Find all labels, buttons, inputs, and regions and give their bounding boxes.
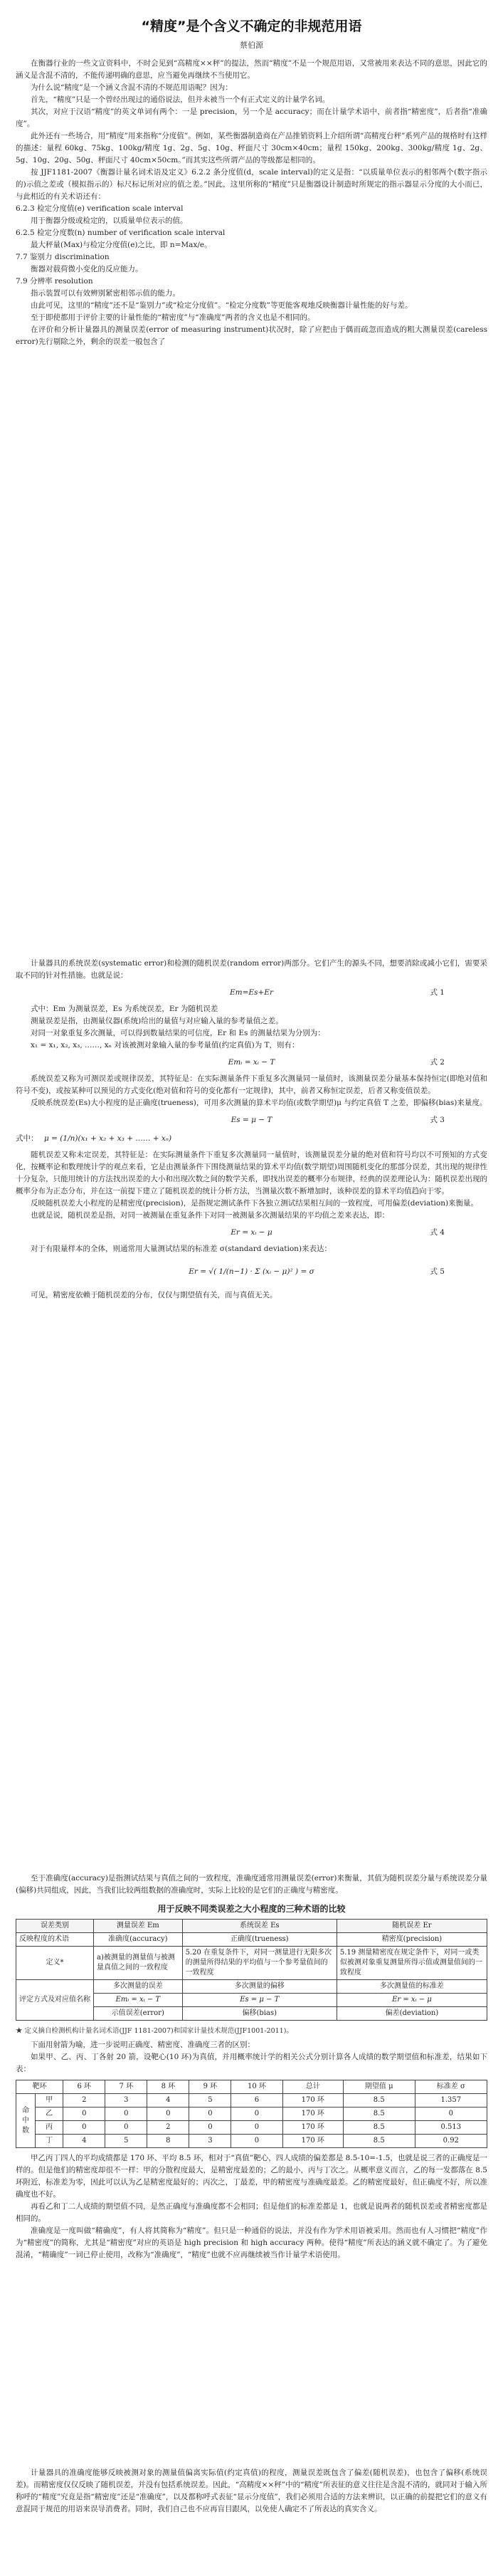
- paragraph: 可见，精密度依赖于随机误差的分布，仅仅与期望值有关，而与真值无关。: [31, 1291, 277, 1299]
- table-footnote: ★ 定义摘自检测机构计量名词术语(JJF 1181-2007)和国家计量技术规范(JJF1001-2011)。: [16, 2027, 293, 2035]
- header-cell: 误差类别: [16, 1920, 94, 1933]
- formula-expression: Emᵢ = xᵢ − T: [228, 1058, 275, 1067]
- formula-5: [16, 1258, 487, 1287]
- comparison-table: [16, 1919, 487, 2021]
- header-cell: 9 环: [189, 2080, 231, 2094]
- table-cell: 正确度(trueness): [182, 1933, 337, 1947]
- paragraph: 随机误差又称未定误差，其特征是：在实际测量条件下重复多次测量同一量值时，该测量误差分量的绝对值和符号均以不可预知的方式变化，按概率论和数理统计学的观点来看，它是由测量条件下围绕测量结果的算术平均值(数学期望)周围随机变化的那部分误差，其出现的规律性十分复杂，只能用统计的方法找出误差的大小和出现次数之间的数学关系，即找出误差的概率分布规律，经典的误差理论认为：随机误差出现的概率分布为正态分布，并在这一前提下建立了随机误差的统计分析方法，当测量次数不断增加时，该种误差的算术平均值趋向于零。: [16, 1151, 487, 1195]
- table-cell: 0: [147, 2108, 189, 2121]
- equation-number: 式 5: [430, 1267, 445, 1276]
- paragraph: 按 JJF1181-2007《衡器计量名词术语及定义》6.2.2 条分度值(d，scale interval)的定义是指：“以质量单位表示的相邻两个(数字指示的)示值之差或（模拟指示的）标尺标记所对应的值之差。”因此，这里所称的“精度”只是衡器设计制造时所规定的指示器显示分度的大小而已，与此相近的有关术语还有：: [16, 168, 487, 201]
- table-cell: 0: [63, 2108, 105, 2121]
- paragraph: 衡器对载荷微小变化的反应能力。: [31, 265, 143, 273]
- table-cell: 准确度(accuracy): [94, 1933, 183, 1947]
- table-cell: 4: [63, 2135, 105, 2148]
- table-cell: 0: [105, 2108, 147, 2121]
- paragraph: 在衡器行业的一些文宣资料中，不时会见到“高精度××秤”的提法，然而“精度”不是一个规范用语，又常被用来表达不同的意思，因此它的涵义是含混不清的，不能传递明确的意思，应当避免再继续不当使用它。: [16, 59, 487, 80]
- formula-expression: μ = (1/n)(x₁ + x₂ + x₃ + …… + xₙ): [44, 1134, 172, 1143]
- table-cell: 多次测量的误差: [94, 1980, 183, 1994]
- header-cell: 期望值 μ: [343, 2080, 415, 2094]
- table-cell: 3: [105, 2094, 147, 2108]
- table-header-row: [16, 2080, 487, 2094]
- header-cell: 10 环: [231, 2080, 282, 2094]
- table-cell: 精密度(precision): [337, 1933, 487, 1947]
- table-cell: 丙: [36, 2121, 63, 2135]
- header-cell: 靶环: [16, 2080, 63, 2094]
- table-cell: 0.513: [415, 2121, 487, 2135]
- equation-number: 式 1: [430, 988, 445, 997]
- equation-number: 式 4: [430, 1228, 445, 1237]
- table-cell: 5.19 测量精密度在规定条件下，对同一或类似被测对象重复测量所得示值或测量值间的一致程度: [337, 1947, 487, 1980]
- table-cell: 8.5: [343, 2135, 415, 2148]
- header-cell: 8 环: [147, 2080, 189, 2094]
- formula-expression: Er = xᵢ − μ: [231, 1228, 272, 1237]
- paragraph: 在评价和分析计量器具的测量误差(error of measuring instrument)状况时，除了应把由于偶而疏忽而造成的粗大测量误差(careless error)先行剔除之外，剩余的误差一般包含了: [16, 325, 487, 346]
- term-heading: 6.2.3 检定分度值(e) verification scale interval: [16, 204, 184, 213]
- page-2: [0, 958, 503, 1741]
- table-cell: 170 环: [282, 2135, 343, 2148]
- table-row: [16, 2094, 487, 2108]
- paragraph: 用于衡器分级或检定的，以质量单位表示的值。: [31, 216, 188, 225]
- table-cell: 命中数: [16, 2094, 36, 2148]
- table-title: 用于反映不同类误差之大小程度的三种术语的比较: [157, 1904, 346, 1914]
- paragraph: 如果甲、乙、丙、丁各射 20 箭，设靶心(10 环)为真值，并用概率统计学的相关公式分别计算各人成绩的数学期望值和标准差，结果如下表：: [16, 2053, 487, 2073]
- table-cell: 2: [147, 2121, 189, 2135]
- paragraph: 其次，对应于汉语“精度”的英文单词有两个：一是 precision，另一个是 accuracy；而在计量学术语中，前者指“精密度”，后者指“准确度”。: [16, 108, 487, 128]
- table-cell: 170 环: [282, 2108, 343, 2121]
- table-cell: Er = xᵢ − μ: [337, 1994, 487, 2007]
- table-cell: 0: [231, 2121, 282, 2135]
- article-title: “精度”是个含义不确定的非规范用语: [141, 19, 362, 34]
- formula-2: [16, 1054, 487, 1070]
- paragraph: 至于即使都用于评价主要的计量性能的“精密度”与“准确度”两者的含义也是不相同的。: [31, 313, 315, 322]
- table-cell: a)被测量的测量值与被测量真值之间的一致程度: [94, 1947, 183, 1980]
- table-cell: 8.5: [343, 2121, 415, 2135]
- archery-table: [16, 2080, 487, 2148]
- paragraph: 首先，“精度”只是一个曾经出现过的通俗说法，但并未被当一个有正式定义的计量学名词。: [31, 95, 330, 104]
- table-cell: 乙: [36, 2108, 63, 2121]
- table-cell: 0: [63, 2121, 105, 2135]
- formula-expression: Er = √( 1/(n−1) · Σ (xᵢ − μ)² ) = σ: [189, 1267, 314, 1276]
- header-cell: 7 环: [105, 2080, 147, 2094]
- table-cell: 丁: [36, 2135, 63, 2148]
- paragraph: 对同一对象重复多次测量，可以得到数量结果的可信度，Er 和 Es 的测量结果为分别为：: [31, 1029, 325, 1037]
- page-4: [0, 2467, 503, 2576]
- page-3: [0, 1873, 503, 2499]
- header-cell: 测量误差 Em: [94, 1920, 183, 1933]
- table-row: [16, 1947, 487, 1980]
- table-cell: 2: [63, 2094, 105, 2108]
- paragraph: 最大秤量(Max)与检定分度值(e)之比，即 n=Max/e。: [31, 241, 212, 249]
- table-row: [16, 1933, 487, 1947]
- formula-expression: Es = μ − T: [231, 1116, 272, 1124]
- table-cell: 偏差(deviation): [337, 2007, 487, 2021]
- table-cell: 170 环: [282, 2094, 343, 2108]
- header-cell: 总计: [282, 2080, 343, 2094]
- table-cell: 5: [105, 2135, 147, 2148]
- formula-expression: Em=Es+Er: [230, 988, 273, 997]
- table-cell: 0: [415, 2108, 487, 2121]
- table-cell: 0: [231, 2135, 282, 2148]
- table-cell: 4: [147, 2094, 189, 2108]
- paragraph: x₁ = x₁, x₂, x₃, ……, xₙ 对该被测对象输入量的参考量值(约定真值)为 T，则有：: [31, 1041, 300, 1049]
- table-row: [16, 2121, 487, 2135]
- term-heading: 7.9 分辨率 resolution: [16, 277, 93, 286]
- table-cell: 多次测量值的标准差: [337, 1980, 487, 1994]
- table-cell: 反映程度的术语: [16, 1933, 94, 1947]
- table-cell: 6: [231, 2094, 282, 2108]
- table-cell: 0: [231, 2108, 282, 2121]
- equation-number: 式 2: [430, 1058, 445, 1067]
- table-cell: 5.20 在重复条件下，对同一测量进行无限多次的测量所得结果的平均值与一个参考量值间的一致程度: [182, 1947, 337, 1980]
- table-cell: 3: [189, 2135, 231, 2148]
- table-cell: 1.357: [415, 2094, 487, 2108]
- paragraph: 准确度是一度叫做“精确度”，有人将其简称为“精度”。但只是一种通俗的说法，并没有作为学术用语被采用。然而也有人习惯把“精度”作为“精密度”的简称，尤其是“精密度”对应的英语是 high precision 和 high accuracy 两种。使得“精度”所表达的涵义就不确定了。为了避免混淆，“精确度”一词已停止使用，改称为“准确度”，“精度”也就不应再继续被当作计量学术语使用。: [16, 2226, 487, 2259]
- header-cell: 系统误差 Es: [182, 1920, 337, 1933]
- table-cell: 偏移(bias): [182, 2007, 337, 2021]
- table-cell: 0.92: [415, 2135, 487, 2148]
- paragraph: 反映随机误差大小程度的是精密度(precision)，是指规定测试条件下各独立测试结果相互间的一致程度，可用偏差(deviation)来衡量。: [31, 1199, 479, 1208]
- page-1: [0, 0, 503, 733]
- table-cell: 5: [189, 2094, 231, 2108]
- table-cell: 8.5: [343, 2108, 415, 2121]
- table-cell: 甲: [36, 2094, 63, 2108]
- paragraph: 也就是说，随机误差是指，对同一被测量在重复条件下对同一被测量多次测量结果的平均值之差来表达，即：: [31, 1211, 389, 1220]
- paragraph: 对于有限量样本的全体，则通常用大量测试结果的标准差 σ(standard deviation)来表达：: [31, 1245, 332, 1253]
- table-row: [16, 1980, 487, 1994]
- paragraph: 为什么说“精度”是一个涵义含混不清的不规范用语呢？因为：: [31, 83, 233, 92]
- term-heading: 6.2.5 检定分度数(n) number of verification scale interval: [16, 229, 226, 237]
- table-cell: 0: [105, 2121, 147, 2135]
- header-cell: 标准差 σ: [415, 2080, 487, 2094]
- table-cell: 8.5: [343, 2094, 415, 2108]
- table-cell: 0: [189, 2121, 231, 2135]
- table-cell: 评定方式及对应值名称: [16, 1980, 94, 2021]
- paragraph: 系统误差又称为可测误差或规律误差，其特征是：在实际测量条件下重复多次测量同一量值时，该测量误差分量基本保持恒定(即绝对值和符号不变)，或按某种可以预见的方式变化(绝对值和符号的变化都有一定规律)，其中，前者又称恒定误差，后者又称变值误差。: [16, 1074, 487, 1095]
- paragraph: 下面用射箭为喻，进一步说明正确度、精密度、准确度三者的区别：: [31, 2041, 255, 2049]
- paragraph: 反映系统误差(Es)大小程度的是正确度(trueness)，可用多次测量的算术平均值(或数学期望)μ 与约定真值 T 之差，即偏移(bias)来量度。: [31, 1099, 487, 1107]
- table-cell: 8: [147, 2135, 189, 2148]
- paragraph: 指示装置可以有效辨别紧密相邻示值的能力。: [31, 289, 180, 298]
- equation-number: 式 3: [430, 1116, 445, 1124]
- table-cell: 0: [189, 2108, 231, 2121]
- table-cell: 定义*: [16, 1947, 94, 1980]
- paragraph: 测量误差是指，由测量仪器(系统)给出的量值与对应输入量的参考量值之差。: [31, 1017, 283, 1025]
- formula-mean: [16, 1131, 487, 1146]
- table-cell: 示值误差(error): [94, 2007, 183, 2021]
- header-cell: 随机误差 Er: [337, 1920, 487, 1933]
- table-cell: Es = μ − T: [182, 1994, 337, 2007]
- table-cell: Emᵢ = xᵢ − T: [94, 1994, 183, 2007]
- paragraph: 此外还有一些场合，用“精度”用来指称“分度值”。例如，某些衡器制造商在产品推销资料上介绍所谓“高精度台秤”系列产品的规格时有这样的描述：量程 60kg、75kg、100kg/精度 1g、2g、5g、10g、秤面尺寸 30cm×40cm；量程 150kg、200kg、300kg/精度 1g、2g、5g、10g、20g、50g、秤面尺寸 40cm×50cm。”而其实这些所谓产品的等级都是相同的。: [16, 132, 487, 164]
- term-heading: 7.7 鉴别力 discrimination: [16, 253, 110, 261]
- formula-4: [16, 1225, 487, 1240]
- formula-label: 式中：: [16, 1134, 38, 1143]
- paragraph: 至于准确度(accuracy)是指测试结果与真值之间的一致程度，准确度通常用测量误差(error)来衡量，其值为随机误差分量与系统误差分量(偏移)共同组成，因此，当我们比较两组数据的准确度时，实际上比较的是它们的正确度与精密度。: [16, 1874, 487, 1895]
- paragraph: 再看乙和丁二人成绩的期望值不同，是然正确度与准确度都不会相同；但是他们的标准差都是 1，也就是说两者的随机误差或者精密度都是相同的。: [16, 2202, 487, 2223]
- paragraph: 式中：Em 为测量误差，Es 为系统误差，Er 为随机误差: [31, 1005, 218, 1013]
- table-row: [16, 2135, 487, 2148]
- table-row: [16, 2108, 487, 2121]
- paragraph: 甲乙丙丁四人的平均成绩都是 170 环、平均 8.5 环，相对于“真值”靶心，四人成绩的偏差都是 8.5-10=-1.5，也就是说三者的正确度是一样的。但是他们的精密度却很不一样：甲的分散程度最大，是精密度最差的；乙的最小，丙与丁次之。从概率意义而言，乙的每一发都落在 8.5 环附近，标准差为零，因此可以认为乙是精密度最好的；丙次之，丁最差，甲的精密度与准确度最差。乙的精密度最好，但正确度不好，所以准确度也不好。: [16, 2154, 487, 2199]
- table-cell: 多次测量的偏移: [182, 1980, 337, 1994]
- paragraph: 由此可见，这里的“精度”还不是“鉴别力”或“检定分度值”。“检定分度数”等更能客观地反映衡器计量性能的好与差。: [31, 301, 413, 310]
- paragraph: 计量器具的准确度能够反映被测对象的测量值偏离实际值(约定真值)的程度，测量误差既包含了偏差(随机误差)，也包含了偏移(系统误差)。而精密度仅仅反映了随机误差，并没有包括系统误差。因此，“高精度××秤”中的“精度”所表征的意义往往是含混不清的，就同对于输入所称呼的“精度”究竟是指“精密度”还是“准确度”，以及都称呼式表征“显示分度值”，我们必须用合适的方法来辨识，以正确的前提把它们的意义有意混同于规范的用语来误导消费者。同时，我们自己也不应再盲目跟风，以免使人确定不了所表达的真实含义。: [16, 2468, 487, 2513]
- table-header-row: [16, 1920, 487, 1933]
- author: 蔡伯源: [240, 41, 263, 50]
- paragraph: 计量器具的系统误差(systematic error)和检测的随机误差(random error)两部分。它们产生的源头不同，想要消除或减小它们，需要采取不同的针对性措施。也就是说：: [16, 959, 487, 980]
- header-cell: 6 环: [63, 2080, 105, 2094]
- formula-1: [16, 985, 487, 1000]
- formula-3: [16, 1112, 487, 1128]
- table-cell: 170 环: [282, 2121, 343, 2135]
